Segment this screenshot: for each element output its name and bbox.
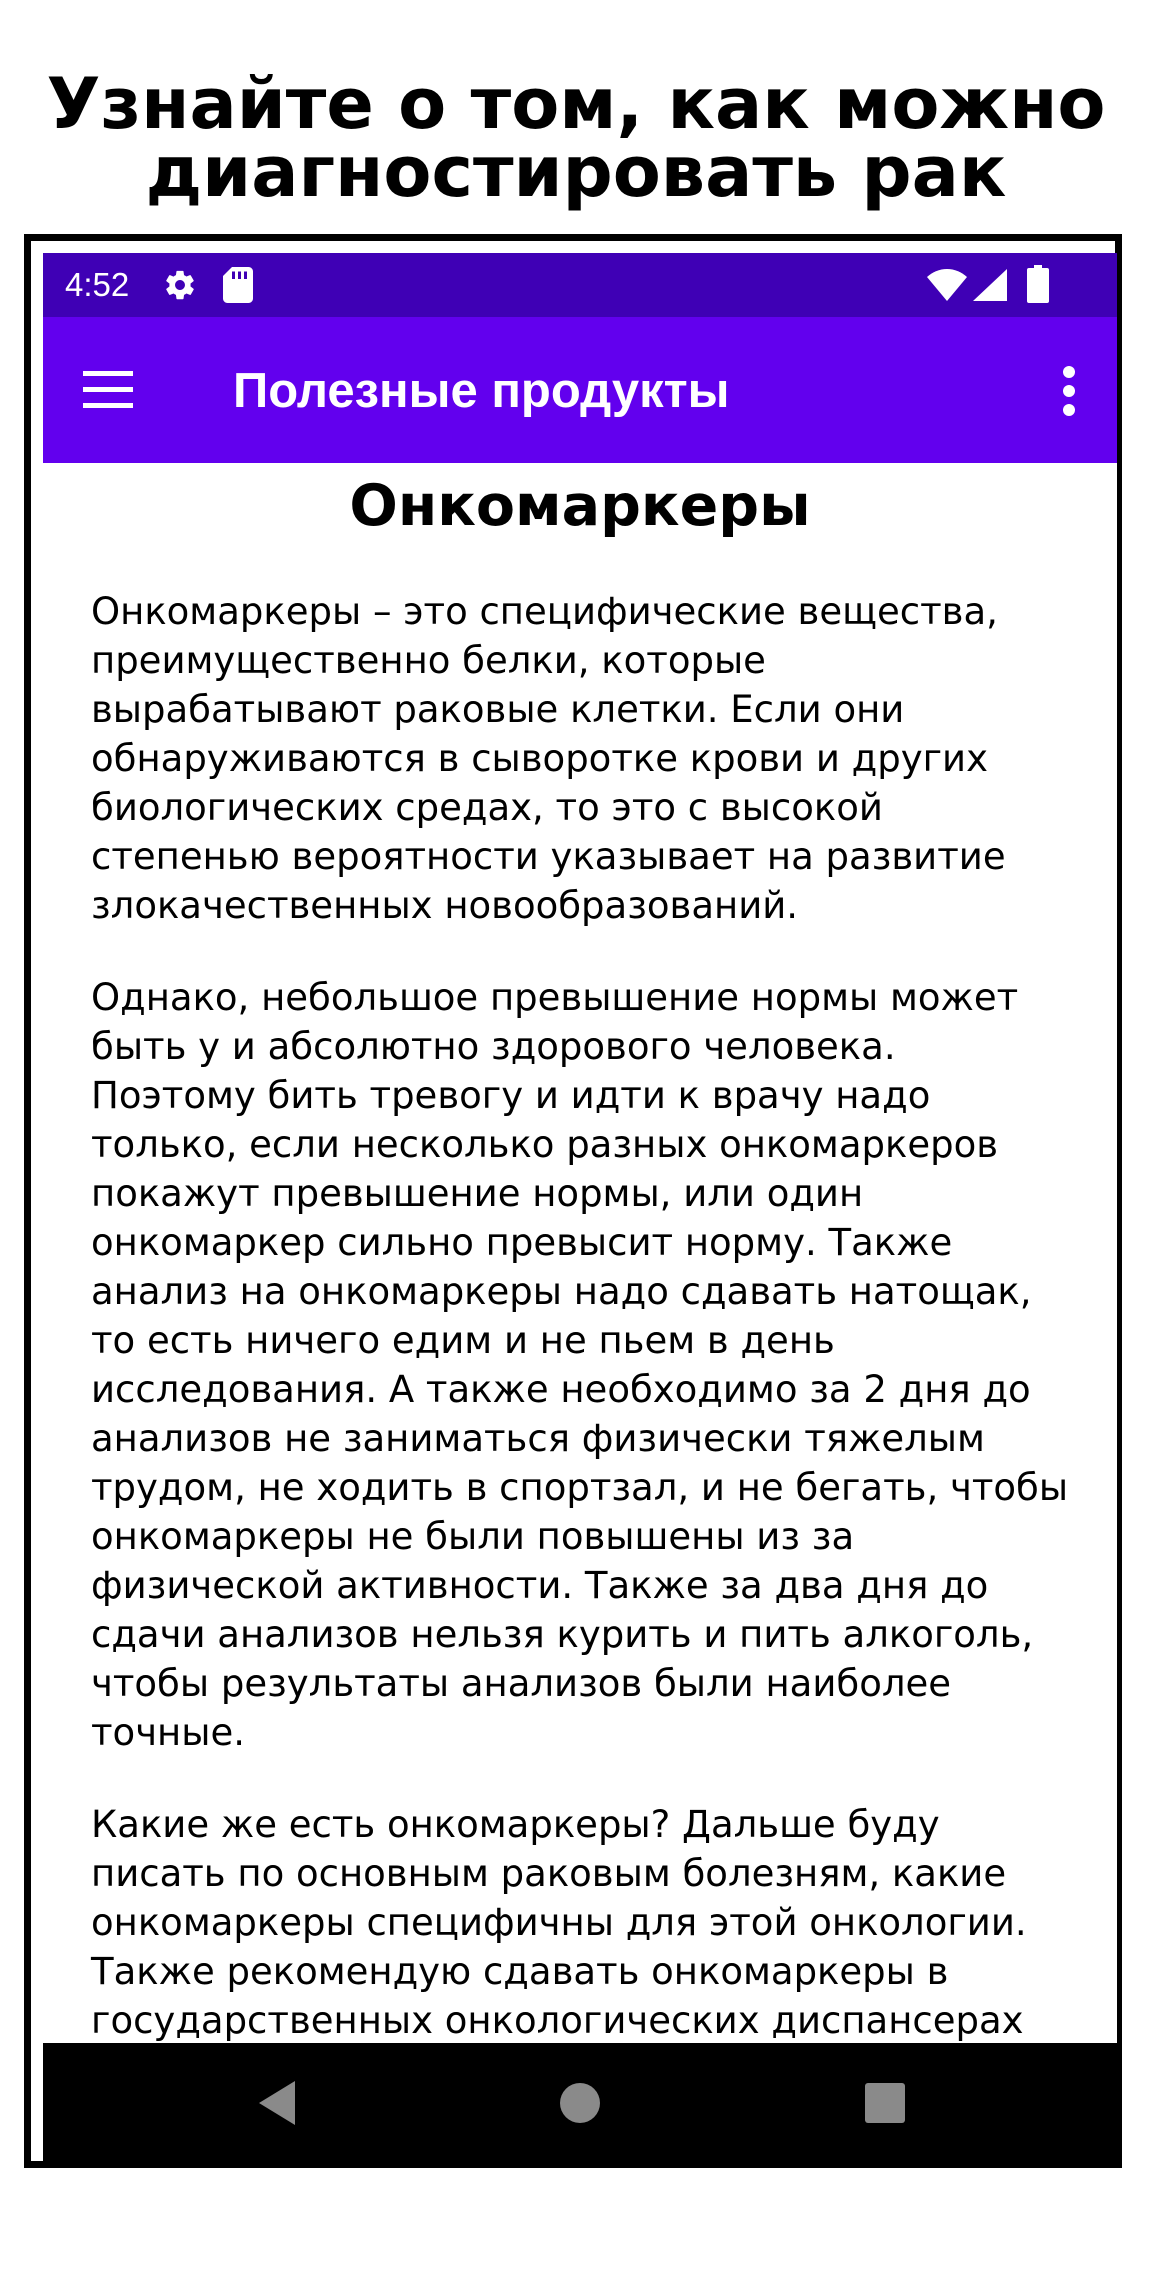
text-line: преимущественно белки, которые bbox=[91, 639, 766, 682]
text-line: быть у и абсолютно здорового человека. bbox=[91, 1025, 896, 1068]
text-line: то есть ничего едим и не пьем в день bbox=[91, 1319, 835, 1362]
home-icon[interactable] bbox=[550, 2073, 610, 2133]
phone-inner-border bbox=[31, 241, 1115, 2161]
text-line: писать по основным раковым болезням, какие bbox=[91, 1852, 1007, 1895]
text-line: Также рекомендую сдавать онкомаркеры в bbox=[91, 1950, 949, 1993]
text-line: Однако, небольшое превышение нормы может bbox=[91, 976, 1019, 1019]
text-line: онкомаркер сильно превысит норму. Также bbox=[91, 1221, 953, 1264]
text-line: Онкомаркеры – это специфические вещества, bbox=[91, 590, 998, 633]
signal-icon bbox=[973, 269, 1007, 305]
text-line: Поэтому бить тревогу и идти к врачу надо bbox=[91, 1074, 931, 1117]
phone-screen bbox=[43, 253, 1117, 2163]
promo-title-line-2: диагностировать рак bbox=[145, 131, 1007, 213]
text-line: покажут превышение нормы, или один bbox=[91, 1172, 864, 1215]
app-bar bbox=[43, 317, 1117, 463]
battery-icon bbox=[1027, 265, 1049, 307]
wifi-icon bbox=[927, 269, 967, 305]
back-icon[interactable] bbox=[251, 2073, 311, 2133]
article-title: Онкомаркеры bbox=[349, 473, 811, 539]
app-title: Полезные продукты bbox=[233, 364, 730, 418]
text-line: чтобы результаты анализов были наиболее bbox=[91, 1662, 952, 1705]
text-line: вырабатывают раковые клетки. Если они bbox=[91, 688, 905, 731]
navigation-bar bbox=[43, 2043, 1117, 2163]
gear-icon bbox=[163, 268, 197, 306]
text-line: злокачественных новообразований. bbox=[91, 884, 799, 927]
text-line: исследования. А также необходимо за 2 дня до bbox=[91, 1368, 1031, 1411]
status-bar bbox=[43, 253, 1117, 317]
sd-card-icon bbox=[223, 267, 253, 307]
article-body bbox=[91, 587, 1091, 2043]
promo-title-line-1: Узнайте о том, как можно bbox=[46, 63, 1106, 145]
text-line: онкомаркеры не были повышены из за bbox=[91, 1515, 855, 1558]
text-line: онкомаркеры специфичны для этой онкологии. bbox=[91, 1901, 1027, 1944]
text-line: Какие же есть онкомаркеры? Дальше буду bbox=[91, 1803, 940, 1846]
hamburger-menu-icon[interactable] bbox=[81, 363, 135, 417]
more-vertical-icon[interactable] bbox=[1051, 363, 1087, 419]
text-line: степенью вероятности указывает на развитие bbox=[91, 835, 1006, 878]
article-content[interactable] bbox=[43, 463, 1117, 2043]
text-line: точные. bbox=[91, 1711, 245, 1754]
article-paragraph-3 bbox=[91, 1800, 1091, 2043]
text-line: анализ на онкомаркеры надо сдавать натощак, bbox=[91, 1270, 1032, 1313]
recents-icon[interactable] bbox=[855, 2073, 915, 2133]
text-line: физической активности. Также за два дня до bbox=[91, 1564, 989, 1607]
article-paragraph-2 bbox=[91, 973, 1091, 1757]
text-line: только, если несколько разных онкомаркеров bbox=[91, 1123, 999, 1166]
phone-frame bbox=[24, 234, 1122, 2168]
article-paragraph-1 bbox=[91, 587, 1091, 930]
text-line: сдачи анализов нельзя курить и пить алкоголь, bbox=[91, 1613, 1034, 1656]
promo-title bbox=[0, 63, 1152, 213]
text-line: анализов не заниматься физически тяжелым bbox=[91, 1417, 985, 1460]
text-line: биологических средах, то это с высокой bbox=[91, 786, 883, 829]
status-time: 4:52 bbox=[65, 266, 130, 303]
text-line: государственных онкологических диспансерах bbox=[91, 1999, 1024, 2042]
text-line: трудом, не ходить в спортзал, и не бегать, чтобы bbox=[91, 1466, 1069, 1509]
text-line: обнаруживаются в сыворотке крови и других bbox=[91, 737, 988, 780]
